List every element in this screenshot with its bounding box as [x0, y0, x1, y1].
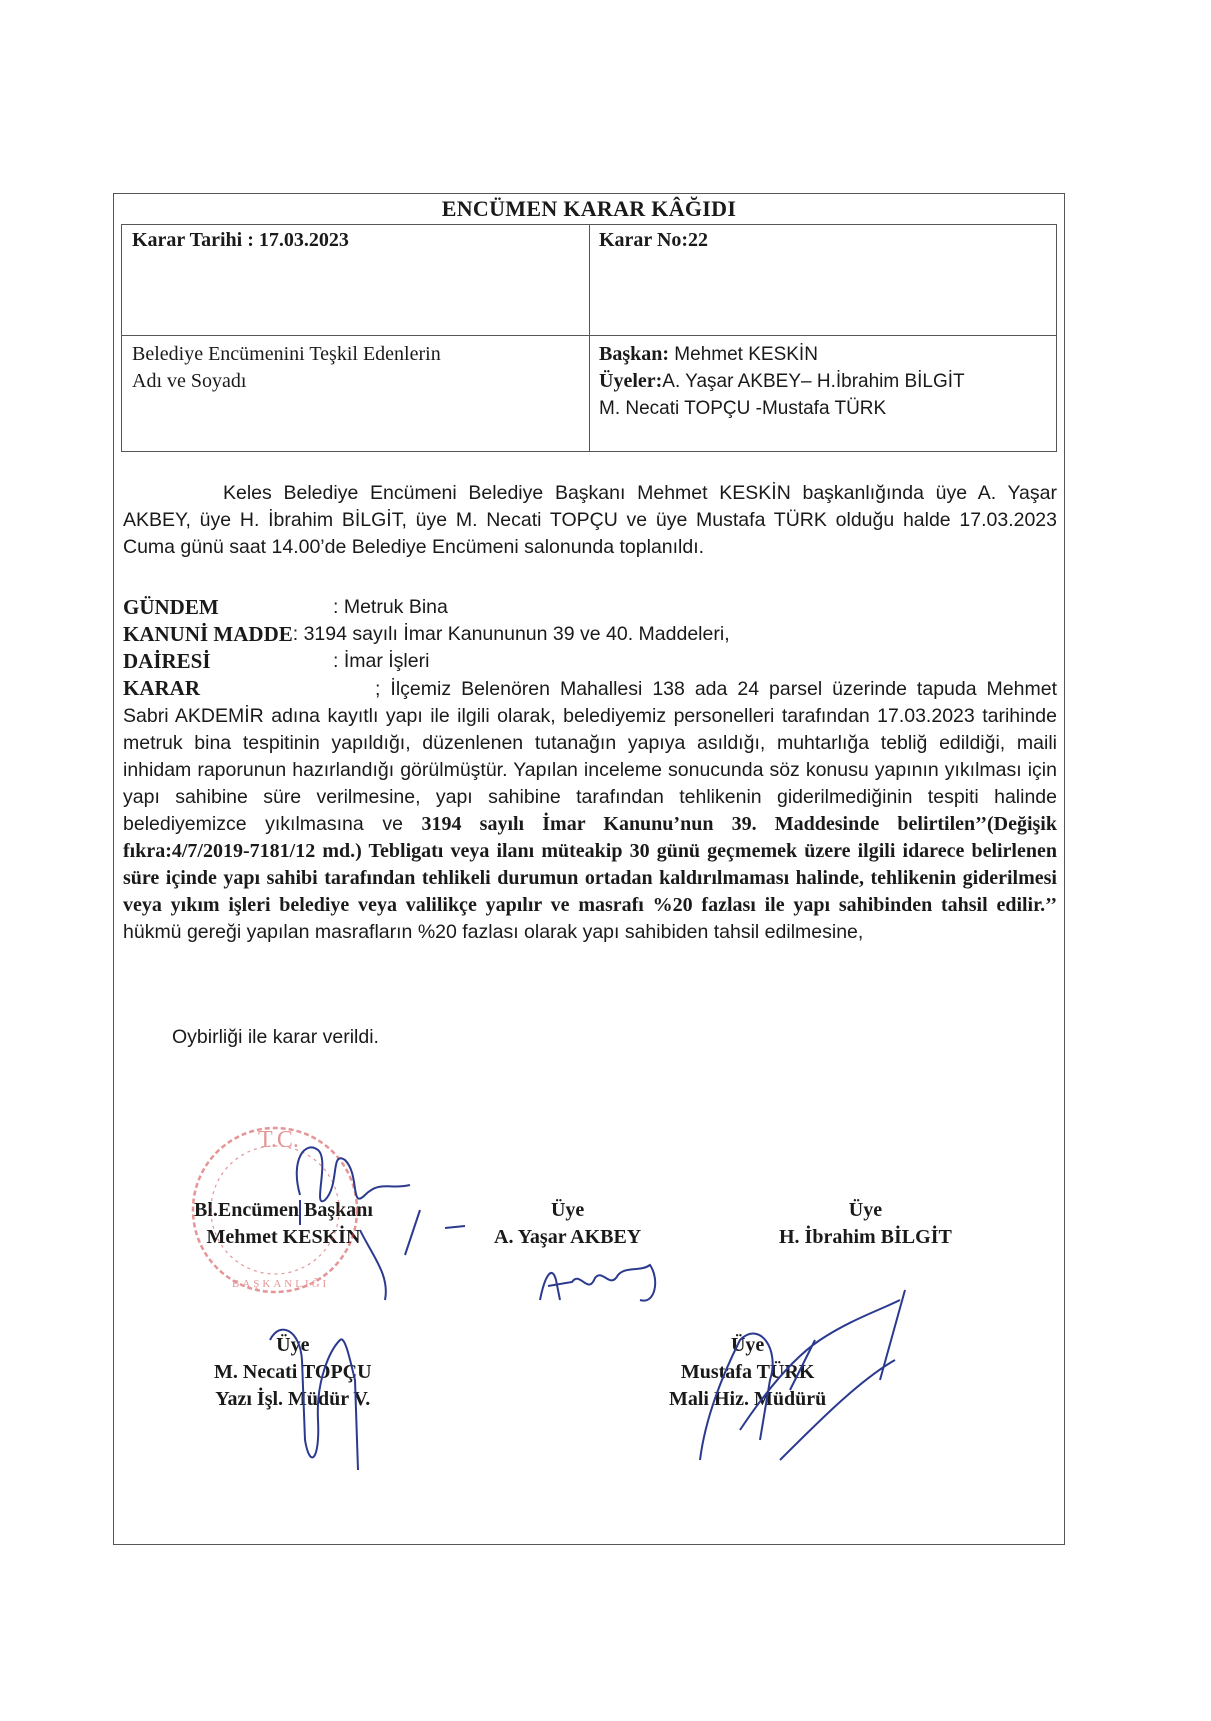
signature-member-topcu — [214, 1332, 372, 1413]
signature-chair-name: Mehmet KESKİN — [206, 1226, 361, 1248]
signature-bilgit-title: Üye — [848, 1199, 883, 1221]
table-divider — [122, 335, 1056, 336]
law-article-value: : 3194 sayılı İmar Kanununun 39 ve 40. Maddeleri, — [292, 623, 730, 645]
signature-akbey-title: Üye — [550, 1199, 585, 1221]
decision-label: KARAR — [123, 676, 200, 700]
intro-paragraph — [123, 480, 1057, 561]
decision-form — [113, 193, 1065, 1545]
agenda-value: : Metruk Bina — [333, 596, 448, 618]
signature-chair — [194, 1197, 373, 1251]
members-line2: M. Necati TOPÇU -Mustafa TÜRK — [599, 398, 887, 419]
committee-label-line1: Belediye Encümenini Teşkil Edenlerin — [132, 343, 441, 365]
header-table — [121, 224, 1057, 452]
members-label: Üyeler: — [599, 370, 663, 392]
intro-text: Keles Belediye Encümeni Belediye Başkanı Mehmet KESKİN başkanlığında üye A. Yaşar AKBEY, üye H. İbrahim BİLGİT, üye M. Necati TOPÇU ve üye Mustafa TÜRK olduğu halde 17.03.2023 Cuma günü saat 14.00’de Belediye Encümeni salonunda toplanıldı. — [123, 482, 1057, 558]
signature-member-bilgit — [779, 1197, 952, 1251]
decision-number: Karar No:22 — [599, 229, 709, 251]
signature-chair-title: Bl.Encümen Başkanı — [194, 1199, 373, 1221]
signature-member-akbey — [494, 1197, 641, 1251]
department-value: : İmar İşleri — [333, 650, 430, 672]
unanimous-note: Oybirliği ile karar verildi. — [172, 1026, 379, 1048]
signature-turk-role: Mali Hiz. Müdürü — [669, 1388, 827, 1410]
signature-member-turk — [669, 1332, 826, 1413]
law-article-label: KANUNİ MADDE — [123, 622, 293, 646]
seal-bottom-text: BAŞKANLIĞI — [232, 1278, 330, 1290]
decision-text-2: hükmü gereği yapılan masrafların %20 fazlası olarak yapı sahibiden tahsil edilmesine, — [123, 921, 864, 943]
chair-name: Mehmet KESKİN — [669, 344, 818, 365]
department-label: DAİRESİ — [123, 649, 211, 673]
signature-topcu-role: Yazı İşl. Müdür V. — [215, 1388, 371, 1410]
committee-label-line2: Adı ve Soyadı — [132, 370, 247, 392]
signature-turk-name: Mustafa TÜRK — [680, 1361, 815, 1383]
decision-paragraph — [123, 675, 1057, 946]
agenda-label: GÜNDEM — [123, 595, 219, 619]
agenda-block — [123, 594, 1057, 675]
signature-topcu-name: M. Necati TOPÇU — [214, 1361, 372, 1383]
committee-members — [599, 341, 1054, 422]
table-divider — [589, 225, 590, 451]
signature-akbey-name: A. Yaşar AKBEY — [494, 1226, 642, 1248]
signature-topcu-title: Üye — [276, 1334, 310, 1356]
committee-label — [132, 341, 572, 395]
decision-law-quote: 3194 sayılı İmar Kanunu’nun 39. Maddesinde belirtilen’’(Değişik fıkra:4/7/2019-7181/12 md.) Tebligatı veya ilanı müteakip 30 günü geçmemek üzere ilgili idarece belirlenen süre içinde yapı sahibi tarafından tehlikeli durumun ortadan kaldırılmaması halinde, tehlikenin giderilmesi veya yıkım işleri belediye veya valilikçe yapılır ve masrafı %20 fazlası ile yapı sahibinden tahsil edilir.’’ — [123, 813, 1057, 916]
members-line1: A. Yaşar AKBEY– H.İbrahim BİLGİT — [662, 371, 965, 392]
signature-turk-title: Üye — [730, 1334, 765, 1356]
chair-label: Başkan: — [599, 343, 670, 365]
decision-date: Karar Tarihi : 17.03.2023 — [132, 229, 349, 251]
form-title: ENCÜMEN KARAR KÂĞIDI — [441, 196, 737, 221]
seal-text: T.C. — [258, 1127, 299, 1153]
signature-bilgit-name: H. İbrahim BİLGİT — [779, 1226, 952, 1248]
decision-text-1: ; İlçemiz Belenören Mahallesi 138 ada 24 parsel üzerinde tapuda Mehmet Sabri AKDEMİR adına kayıtlı yapı ile ilgili olarak, belediyemiz personelleri tarafından 17.03.2023 tarihinde metruk bina tespitinin yapıldığı, düzenlenen tutanağın yapıya asıldığı, muhtarlığa tebliğ edildiği, maili inhidam raporunun hazırlandığı görülmüştür. Yapılan inceleme sonucunda söz konusu yapının yıkılması için yapı sahibine süre verilmesine, yapı sahibine tarafından tehlikenin giderilmediğinin tespiti halinde belediyemizce yıkılmasına ve — [123, 678, 1057, 835]
